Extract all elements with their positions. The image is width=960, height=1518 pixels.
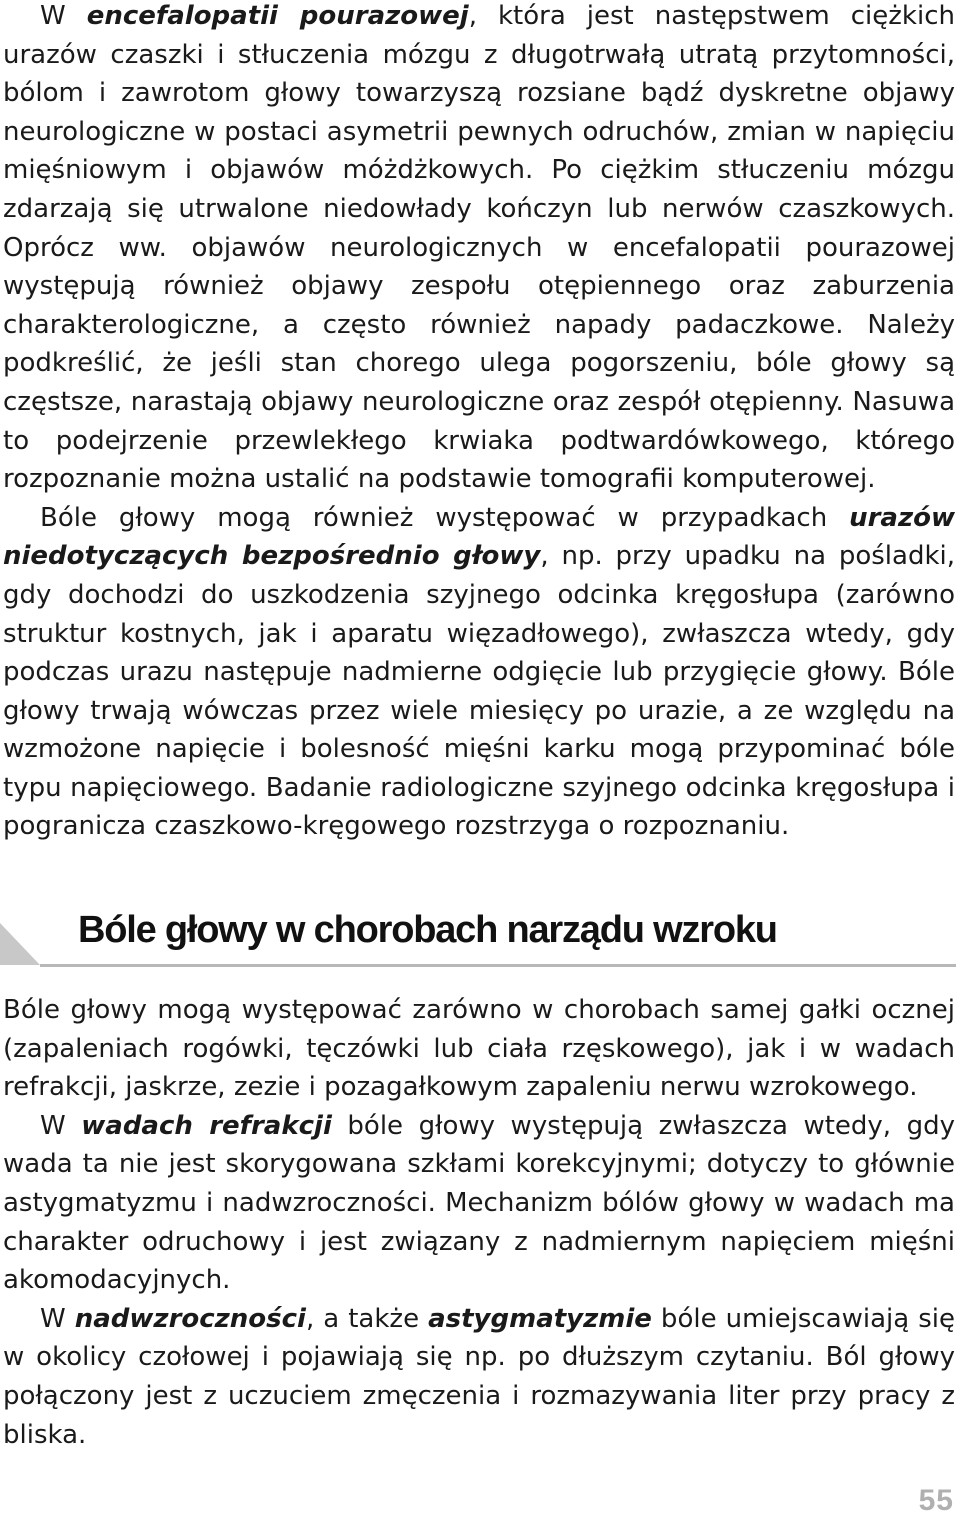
emphasis-term: wadach refrakcji <box>81 1110 332 1141</box>
paragraph-eye-diseases: Bóle głowy mogą występować zarówno w chorobach samej gałki ocznej (zapaleniach rogówki, tęczówki lub ciała rzęskowego), jak i w wadach refrakcji, jaskrze, zezie i pozagałkowym zapaleniu nerwu wzrokowego. <box>3 995 955 1103</box>
emphasis-term: astygmatyzmie <box>428 1303 652 1334</box>
emphasis-term: nadwzroczności <box>74 1303 306 1334</box>
section-heading <box>0 905 956 969</box>
section-title: Bóle głowy w chorobach narządu wzroku <box>78 909 777 951</box>
paragraph-non-head-injuries: Bóle głowy mogą również występować w przypadkach urazów niedotyczących bezpośrednio głowy, np. przy upadku na pośladki, gdy dochodzi do uszkodzenia szyjnego odcinka kręgosłupa (zarówno struktur kostnych, jak i aparatu więzadłowego), zwłaszcza wtedy, gdy podczas urazu następuje nadmierne odgięcie lub przygięcie głowy. Bóle głowy trwają wówczas przez wiele miesięcy po urazie, a ze względu na wzmożone napięcie i bolesność mięśni karku mogą przypominać bóle typu napięciowego. Badanie radiologiczne szyjnego odcinka kręgosłupa i pogranicza czaszkowo-kręgowego rozstrzyga o rozpoznaniu. <box>3 502 955 842</box>
heading-corner-decoration <box>0 923 40 965</box>
text-block-lower <box>3 991 955 1454</box>
emphasis-term: urazów niedotyczących bezpośrednio głowy <box>3 502 955 572</box>
page-number: 55 <box>918 1484 954 1517</box>
text-block-upper <box>3 0 955 846</box>
paragraph-hyperopia-astigmatism: W nadwzroczności, a także astygmatyzmie bóle umiejscawiają się w okolicy czołowej i pojawiają się np. po dłuższym czytaniu. Ból głowy połączony jest z uczuciem zmęczenia i rozmazywania liter przy pracy z bliska. <box>3 1303 955 1450</box>
paragraph-refraction-errors: W wadach refrakcji bóle głowy występują zwłaszcza wtedy, gdy wada ta nie jest skorygowana szkłami korekcyjnymi; dotyczy to głównie astygmatyzmu i nadwzroczności. Mechanizm bólów głowy w wadach ma charakter odruchowy i jest związany z nadmiernym napięciem mięśni akomodacyjnych. <box>3 1110 955 1296</box>
heading-underline <box>40 964 956 967</box>
paragraph-post-traumatic-encephalopathy: W encefalopatii pourazowej, która jest następstwem ciężkich urazów czaszki i stłuczenia mózgu z długotrwałą utratą przytomności, bólom i zawrotom głowy towarzyszą rozsiane bądź dyskretne objawy neurologiczne w postaci asymetrii pewnych odruchów, zmian w napięciu mięśniowym i objawów móżdżkowych. Po ciężkim stłuczeniu mózgu zdarzają się utrwalone niedowłady kończyn lub nerwów czaszkowych. Oprócz ww. objawów neurologicznych w encefalopatii pourazowej występują również objawy zespołu otępiennego oraz zaburzenia charakterologiczne, a często również napady padaczkowe. Należy podkreślić, że jeśli stan chorego ulega pogorszeniu, bóle głowy są częstsze, narastają objawy neurologiczne oraz zespół otępienny. Nasuwa to podejrzenie przewlekłego krwiaka podtwardówkowego, którego rozpoznanie można ustalić na podstawie tomografii komputerowej. <box>3 1 955 495</box>
emphasis-term: encefalopatii pourazowej <box>86 1 469 31</box>
